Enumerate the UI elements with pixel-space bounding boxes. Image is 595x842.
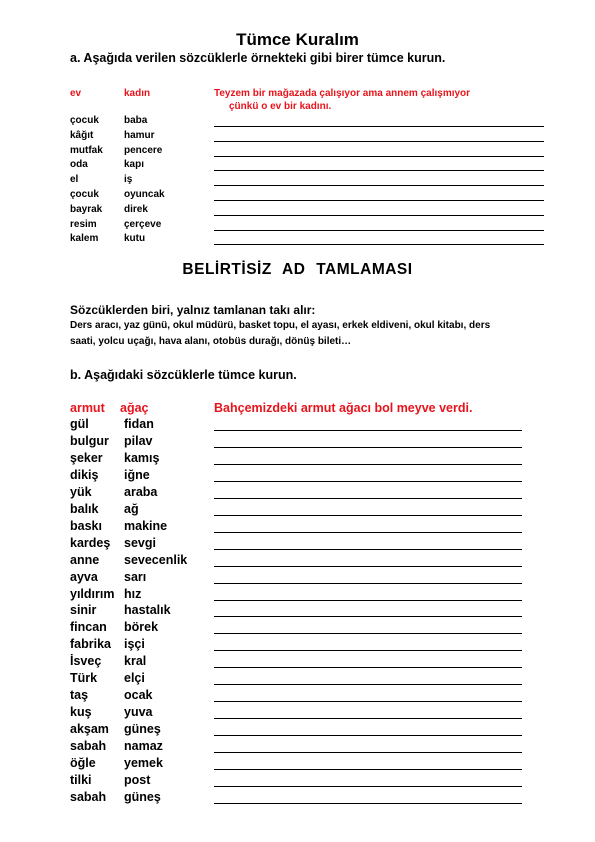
section-b-answer-line[interactable] — [214, 769, 522, 770]
section-b-answer-line[interactable] — [214, 515, 522, 516]
section-b-word1: Türk — [70, 671, 98, 686]
section-b-word2: yemek — [124, 756, 163, 770]
section-a-word1: bayrak — [70, 203, 103, 215]
section-b-answer-line[interactable] — [214, 616, 522, 617]
section-b-word2: sarı — [124, 569, 147, 584]
section-b-word1: şeker — [70, 450, 103, 465]
section-b-word1: sabah — [70, 789, 107, 804]
section-b-answer-line[interactable] — [214, 583, 522, 584]
section-b-word2: post — [124, 772, 151, 787]
section-b-word1: kuş — [70, 705, 92, 720]
section-b-answer-line[interactable] — [214, 752, 522, 753]
section-b-word1: öğle — [70, 756, 96, 770]
section-a-word2: direk — [124, 203, 148, 215]
section-a-word2: baba — [124, 115, 148, 126]
section-b-word2: sevgi — [124, 535, 156, 550]
section-b-example-word2: ağaç — [120, 401, 149, 415]
section-b-word2: güneş — [124, 722, 161, 737]
section-a-answer-line[interactable] — [214, 170, 544, 171]
section-b-example-word1: armut — [70, 401, 105, 415]
page-title: Tümce Kuralım — [236, 30, 359, 49]
section-b-word2: kral — [124, 654, 147, 669]
section-b-answer-line[interactable] — [214, 481, 522, 482]
section-b-word1: fabrika — [70, 637, 111, 652]
section-b-answer-line[interactable] — [214, 447, 522, 448]
section-b-answer-line[interactable] — [214, 701, 522, 702]
section-b-word1: dikiş — [70, 467, 99, 482]
section-b-word2: sevecenlik — [124, 552, 188, 567]
section-b-word2: yuva — [124, 705, 153, 720]
section-a-word1: el — [70, 174, 79, 186]
section-a-answer-line[interactable] — [214, 126, 544, 127]
section-b-word2: fidan — [124, 417, 154, 431]
section-a-example-word1: ev — [70, 88, 82, 99]
section-b-word1: ayva — [70, 569, 98, 584]
section-b-word1: yıldırım — [70, 586, 115, 601]
section-a-answer-line[interactable] — [214, 200, 544, 201]
section-a-answer-line[interactable] — [214, 185, 544, 186]
section-a-word1: kâğıt — [70, 129, 94, 141]
section-a-word1: çocuk — [70, 189, 99, 200]
section-b-word2: araba — [124, 484, 158, 499]
section-a-answer-line[interactable] — [214, 215, 544, 216]
section-b-instruction: b. Aşağıdaki sözcüklerle tümce kurun. — [70, 368, 297, 382]
section-b-word1: taş — [70, 688, 89, 703]
section-b-answer-line[interactable] — [214, 600, 522, 601]
section-b-word2: elçi — [124, 671, 145, 686]
section-a-example-line1: Teyzem bir mağazada çalışıyor ama annem çalışmıyor — [214, 88, 471, 99]
section-b-word1: baskı — [70, 518, 102, 533]
section-b-word2: ağ — [124, 501, 139, 516]
section-b-answer-line[interactable] — [214, 667, 522, 668]
section-a-word2: kutu — [124, 233, 146, 245]
section-b-word2: güneş — [124, 789, 161, 804]
section-b-word1: tilki — [70, 772, 92, 787]
section-b-word2: börek — [124, 620, 159, 635]
section-b-answer-line[interactable] — [214, 735, 522, 736]
section-a-word1: çocuk — [70, 115, 99, 126]
section-b-answer-line[interactable] — [214, 464, 522, 465]
section-b-word2: makine — [124, 518, 168, 533]
section-b-word1: yük — [70, 484, 92, 499]
rule-examples-line2: saati, yolcu uçağı, hava alanı, otobüs durağı, dönüş bileti… — [70, 336, 352, 347]
section-b-word1: fincan — [70, 620, 107, 635]
section-b-word2: namaz — [124, 739, 163, 754]
section-b-word2: pilav — [124, 433, 153, 448]
section-a-word2: pencere — [124, 144, 163, 156]
section-a-example-word2: kadın — [124, 88, 151, 99]
section-b-answer-line[interactable] — [214, 430, 522, 431]
section-a-answer-line[interactable] — [214, 141, 544, 142]
section-b-answer-line[interactable] — [214, 633, 522, 634]
section-a-word1: mutfak — [70, 144, 103, 156]
section-b-answer-line[interactable] — [214, 566, 522, 567]
section-b-word1: akşam — [70, 722, 109, 737]
section-b-word1: İsveç — [70, 654, 102, 669]
section-b-word1: sinir — [70, 603, 97, 618]
section-b-word2: işçi — [124, 637, 145, 652]
section-a-answer-line[interactable] — [214, 230, 544, 231]
section-a-word2: oyuncak — [124, 189, 165, 200]
section-a-example-line2: çünkü o ev bir kadını. — [229, 101, 332, 112]
section-a-word2: hamur — [124, 129, 155, 141]
section-a-word2: iş — [124, 174, 133, 186]
section-heading: BELİRTİSİZ AD TAMLAMASI — [182, 261, 413, 278]
section-b-answer-line[interactable] — [214, 718, 522, 719]
section-b-answer-line[interactable] — [214, 803, 522, 804]
section-b-word1: gül — [70, 417, 89, 431]
section-a-answer-line[interactable] — [214, 244, 544, 245]
section-a-word2: çerçeve — [124, 218, 162, 230]
section-b-word2: hız — [124, 586, 142, 601]
section-b-word2: kamış — [124, 450, 160, 465]
section-b-answer-line[interactable] — [214, 532, 522, 533]
section-a-word1: oda — [70, 159, 88, 171]
section-b-answer-line[interactable] — [214, 498, 522, 499]
section-b-word1: sabah — [70, 739, 107, 754]
section-a-instruction: a. Aşağıda verilen sözcüklerle örnekteki gibi birer tümce kurun. — [70, 51, 446, 65]
rule-examples-line1: Ders aracı, yaz günü, okul müdürü, basket topu, el ayası, erkek eldiveni, okul kitabı, ders — [70, 320, 491, 331]
section-a-word1: kalem — [70, 233, 99, 245]
section-b-word2: hastalık — [124, 603, 171, 618]
section-b-answer-line[interactable] — [214, 650, 522, 651]
section-b-example-sentence: Bahçemizdeki armut ağacı bol meyve verdi. — [214, 401, 473, 415]
section-b-word1: kardeş — [70, 535, 111, 550]
section-b-word1: balık — [70, 501, 99, 516]
section-a-answer-line[interactable] — [214, 156, 544, 157]
section-b-answer-line[interactable] — [214, 684, 522, 685]
section-a-word1: resim — [70, 218, 97, 230]
section-b-answer-line[interactable] — [214, 549, 522, 550]
section-b-word1: anne — [70, 552, 100, 567]
section-a-word2: kapı — [124, 159, 145, 171]
section-b-word2: ocak — [124, 688, 153, 703]
section-b-word1: bulgur — [70, 433, 109, 448]
rule-title: Sözcüklerden biri, yalnız tamlanan takı alır: — [70, 303, 316, 317]
section-b-answer-line[interactable] — [214, 786, 522, 787]
section-b-word2: iğne — [124, 467, 150, 482]
